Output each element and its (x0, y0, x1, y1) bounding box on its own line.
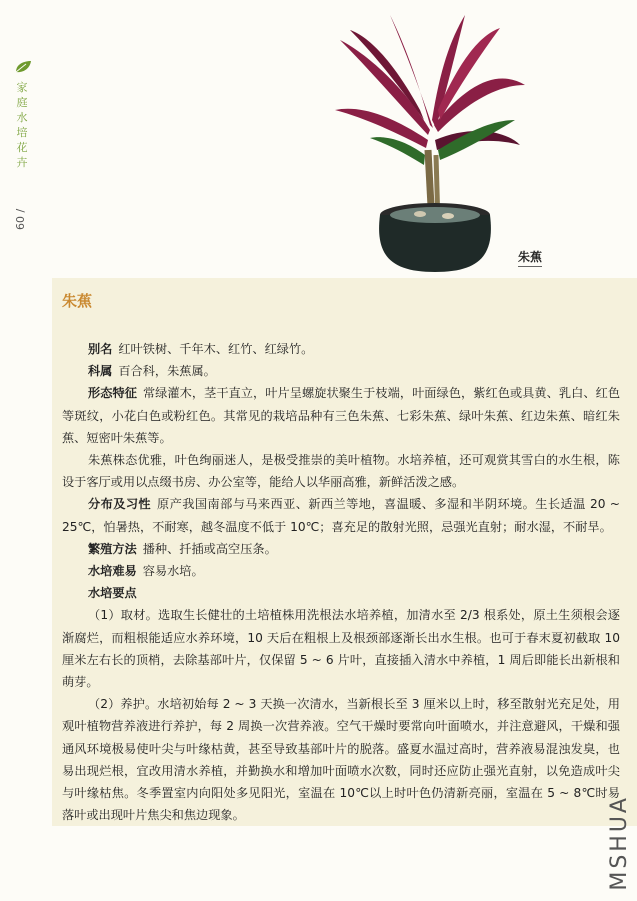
family-label: 科属 (88, 364, 113, 379)
watermark: MSHUA (607, 795, 632, 891)
points-label: 水培要点 (88, 586, 137, 601)
features-paragraph (62, 382, 620, 449)
points-heading (62, 582, 620, 604)
article-title: 朱蕉 (62, 292, 93, 310)
difficulty-text: 容易水培。 (142, 564, 204, 579)
family-paragraph (62, 360, 620, 382)
family-text: 百合科，朱蕉属。 (118, 364, 216, 379)
article-body (62, 338, 620, 826)
point2-paragraph: （2）养护。水培初始每 2 ~ 3 天换一次清水，当新根长至 3 厘米以上时，移至散射光充足处，用观叶植物营养液进行养护，每 2 周换一次营养液。空气干燥时要常向叶面喷水，并注意避风，干燥和强通风环境极易使叶尖与叶缘枯黄，甚至导致基部叶片的脱落。盛夏水温过高时，营养液易混浊发臭，也易出现烂根，宜改用清水养植，并勤换水和增加叶面喷水次数，同时还应防止强光直射，以免造成叶尖与叶缘枯焦。冬季置室内向阳处多见阳光，室温在 10℃以上时叶色仍清新亮丽，室温在 5 ~ 8℃时易落叶或出现叶片焦尖和焦边现象。 (62, 697, 620, 823)
leaf-icon (14, 60, 32, 74)
difficulty-label: 水培难易 (88, 564, 137, 579)
habit-text: 原产我国南部与马来西亚、新西兰等地，喜温暖、多湿和半阴环境。生长适温 20 ~ 25℃，怕暑热，不耐寒，越冬温度不低于 10℃；喜充足的散射光照，忌强光直射；耐水湿，不耐旱。 (62, 497, 621, 534)
propagation-label: 繁殖方法 (88, 541, 137, 556)
series-char: 庭 (16, 96, 28, 109)
habit-label: 分布及习性 (88, 497, 152, 512)
features-text: 常绿灌木，茎干直立，叶片呈螺旋状聚生于枝端，叶面绿色，紫红色或具黄、乳白、红色等斑纹，小花白色或粉红色。其常见的栽培品种有三色朱蕉、七彩朱蕉、绿叶朱蕉、红边朱蕉、暗红朱蕉、短密叶朱蕉等。 (62, 386, 621, 445)
page-number: 60 / (14, 208, 27, 230)
series-char: 卉 (16, 156, 28, 169)
features-label: 形态特征 (88, 386, 137, 401)
habit-paragraph (62, 493, 620, 537)
alias-paragraph (62, 338, 620, 360)
plant-photo (320, 10, 540, 275)
series-char: 水 (16, 111, 28, 124)
point1-paragraph: （1）取材。选取生长健壮的土培植株用洗根法水培养植，加清水至 2/3 根系处，原土生须根会逐渐腐烂，而粗根能适应水养环境，10 天后在粗根上及根颈部逐渐长出水生根。也可于春末夏初截取 10 厘米左右长的顶梢，去除基部叶片，仅保留 5 ~ 6 片叶，直接插入清水中养植，1 周后即能长出新根和萌芽。 (62, 608, 620, 690)
intro-paragraph: 朱蕉株态优雅，叶色绚丽迷人，是极受推崇的美叶植物。水培养植，还可观赏其雪白的水生根，陈设于客厅或用以点缀书房、办公室等，能给人以华丽高雅，新鲜活泼之感。 (62, 453, 620, 490)
alias-label: 别名 (88, 342, 113, 356)
difficulty-paragraph (62, 560, 620, 582)
series-title (15, 80, 29, 170)
propagation-text: 播种、扦插或高空压条。 (142, 541, 277, 556)
series-char: 培 (16, 126, 28, 139)
series-char: 家 (16, 81, 28, 94)
photo-caption: 朱蕉 (518, 248, 542, 267)
series-char: 花 (16, 141, 28, 154)
alias-text: 红叶铁树、千年木、红竹、红绿竹。 (118, 342, 314, 356)
propagation-paragraph (62, 538, 620, 560)
